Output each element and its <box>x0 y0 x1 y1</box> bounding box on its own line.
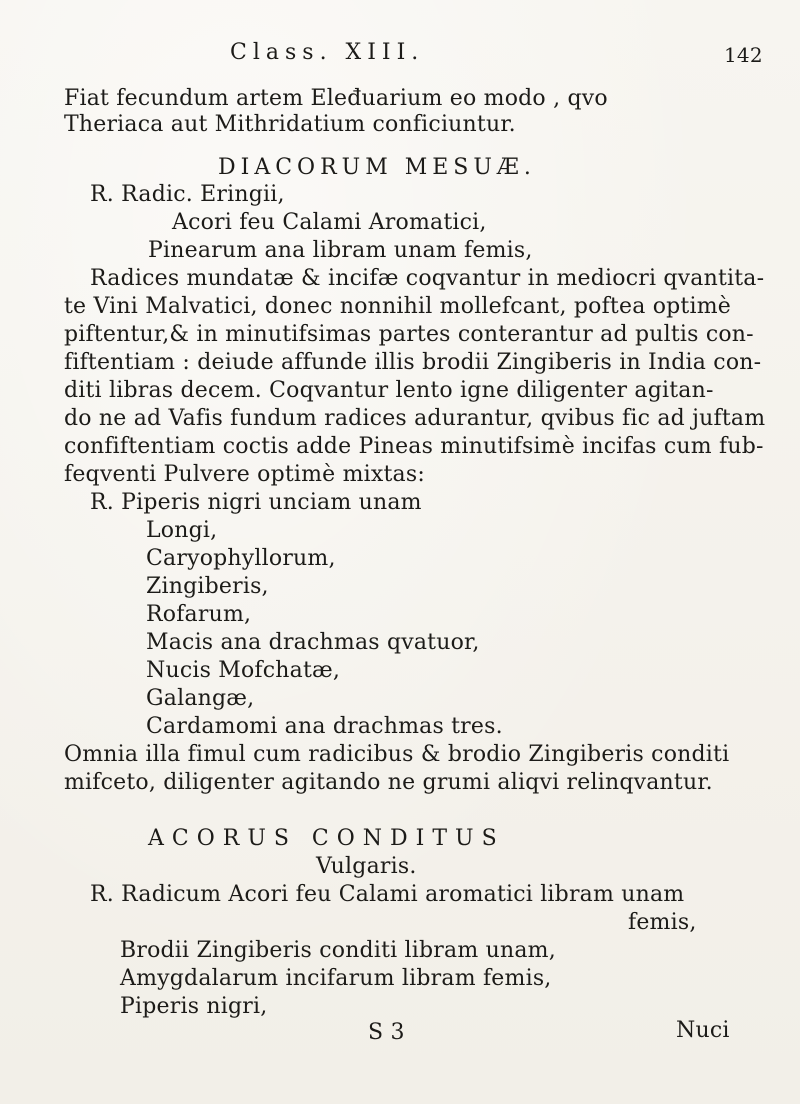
text-line: R. Radic. Eringii, <box>90 182 285 207</box>
text-line: Brodii Zingiberis conditi libram unam, <box>120 938 556 963</box>
text-line: diti libras decem. Coqvantur lento igne diligenter agitan- <box>64 378 714 403</box>
text-line: mifceto, diligenter agitando ne grumi aliqvi relinqvantur. <box>64 770 713 795</box>
text-line: Macis ana drachmas qvatuor, <box>146 630 480 655</box>
catchword: Nuci <box>676 1018 730 1043</box>
section-title: DIACORUM MESUÆ. <box>218 155 536 180</box>
text-line: Rofarum, <box>146 602 252 627</box>
text-line: Radices mundatæ & incifæ coqvantur in mediocri qvantita- <box>90 266 765 291</box>
text-line: Acori feu Calami Aromatici, <box>172 210 487 235</box>
text-line: Theriaca aut Mithridatium conficiuntur. <box>64 112 516 137</box>
text-line: do ne ad Vafis fundum radices adurantur, qvibus fic ad juftam <box>64 406 766 431</box>
text-line: Longi, <box>146 518 218 543</box>
text-line: Nucis Mofchatæ, <box>146 658 341 683</box>
text-line: Amygdalarum incifarum libram femis, <box>120 966 552 991</box>
page-number: 142 <box>724 43 763 67</box>
text-line: Zingiberis, <box>146 574 269 599</box>
text-line: Caryophyllorum, <box>146 546 336 571</box>
signature-mark: S 3 <box>368 1020 405 1045</box>
text-line: femis, <box>628 910 697 935</box>
running-title: Class. XIII. <box>230 40 425 65</box>
text-line: Pinearum ana libram unam femis, <box>148 238 533 263</box>
text-line: confiftentiam coctis adde Pineas minutifsimè incifas cum fub- <box>64 434 764 459</box>
text-line: R. Radicum Acori feu Calami aromatici libram unam <box>90 882 685 907</box>
text-line: Omnia illa fimul cum radicibus & brodio Zingiberis conditi <box>64 742 730 767</box>
text-line: te Vini Malvatici, donec nonnihil mollefcant, poftea optimè <box>64 294 731 319</box>
text-line: R. Piperis nigri unciam unam <box>90 490 422 515</box>
text-line: Fiat fecundum artem Eleđuarium eo modo , qvo <box>64 86 608 111</box>
section-subtitle: Vulgaris. <box>316 854 417 879</box>
text-line: piftentur,& in minutifsimas partes conterantur ad pultis con- <box>64 322 754 347</box>
text-line: Piperis nigri, <box>120 994 268 1019</box>
text-line: fiftentiam : deiude affunde illis brodii Zingiberis in India con- <box>64 350 762 375</box>
text-line: Galangæ, <box>146 686 255 711</box>
section-title: ACORUS CONDITUS <box>148 826 505 851</box>
text-line: feqventi Pulvere optimè mixtas: <box>64 462 425 487</box>
text-line: Cardamomi ana drachmas tres. <box>146 714 503 739</box>
